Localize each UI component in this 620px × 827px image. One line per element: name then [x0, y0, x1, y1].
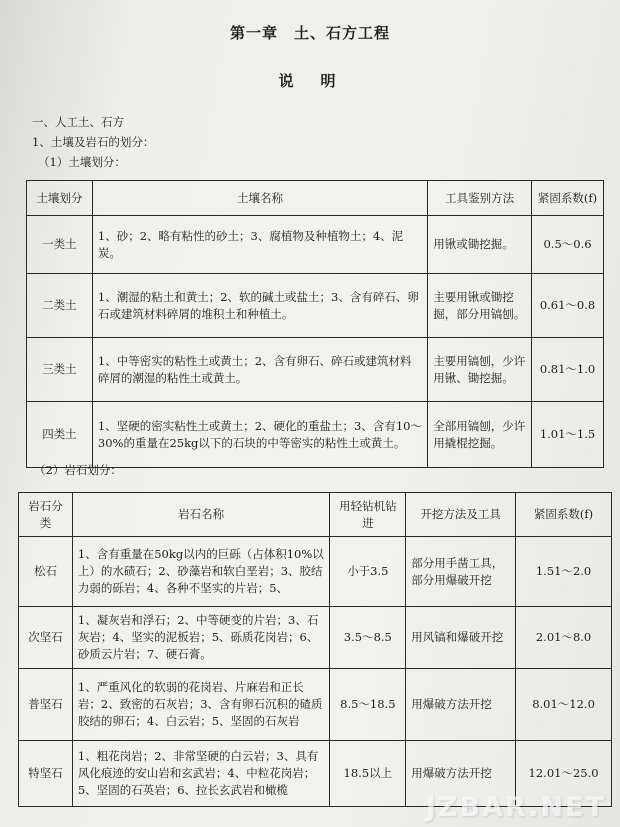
table-row — [27, 338, 604, 402]
table-row — [27, 402, 604, 468]
rock-drill: 小于3.5 — [330, 537, 406, 607]
soil-name: 1、砂；2、略有粘性的砂土；3、腐植物及种植物土；4、泥炭。 — [92, 216, 427, 274]
rock-name: 1、凝灰岩和浮石；2、中等硬变的片岩；3、石灰岩；4、坚实的泥板岩；5、砾质花岗岩；6、砂质云片岩；7、硬石膏。 — [72, 607, 329, 669]
rock-class: 松石 — [19, 537, 73, 607]
rock-drill: 8.5～18.5 — [330, 669, 406, 741]
table-header-row — [27, 181, 604, 216]
soil-class: 一类土 — [27, 216, 93, 274]
header-cell: 紧固系数(f) — [516, 493, 612, 537]
soil-class: 二类土 — [27, 274, 93, 338]
rock-name: 1、严重风化的软弱的花岗岩、片麻岩和正长岩；2、致密的石灰岩；3、含有卵石沉积的碴质胶结的卵石；4、白云岩；5、坚固的石灰岩 — [72, 669, 329, 741]
rock-drill: 3.5～8.5 — [330, 607, 406, 669]
header-cell: 土壤划分 — [27, 181, 93, 216]
rock-coef: 12.01～25.0 — [516, 741, 612, 807]
rock-name: 1、含有重量在50kg以内的巨砾（占体积10%以上）的水碛石；2、砂藻岩和软白垩岩；3、胶结力弱的砾岩；4、各种不坚实的片岩；5、 — [72, 537, 329, 607]
rock-method: 用爆破方法开挖 — [406, 741, 516, 807]
soil-name: 1、中等密实的粘性土或黄土；2、含有卵石、碎石或建筑材料碎屑的潮湿的粘性土或黄土。 — [92, 338, 427, 402]
rock-name: 1、粗花岗岩；2、非常坚硬的白云岩；3、具有风化痕迹的安山岩和玄武岩；4、中粒花岗岩；5、坚固的石英岩；6、拉长玄武岩和橄榄 — [72, 741, 329, 807]
rock-class: 普坚石 — [19, 669, 73, 741]
soil-table — [26, 180, 604, 468]
soil-coef: 0.81～1.0 — [532, 338, 604, 402]
rock-table — [18, 492, 612, 807]
header-cell: 岩石分类 — [19, 493, 73, 537]
soil-class: 四类土 — [27, 402, 93, 468]
soil-coef: 0.61～0.8 — [532, 274, 604, 338]
rock-coef: 2.01～8.0 — [516, 607, 612, 669]
header-cell: 工具鉴别方法 — [428, 181, 532, 216]
soil-class: 三类土 — [27, 338, 93, 402]
header-cell: 土壤名称 — [92, 181, 427, 216]
watermark-logo: JZBAR.NET — [425, 792, 606, 823]
soil-method: 主要用镐刨，少许用锹、锄挖掘。 — [428, 338, 532, 402]
rock-class: 次坚石 — [19, 607, 73, 669]
soil-method: 全部用镐刨，少许用撬棍挖掘。 — [428, 402, 532, 468]
rock-coef: 8.01～12.0 — [516, 669, 612, 741]
table-header-row — [19, 493, 612, 537]
header-cell: 紧固系数(f) — [532, 181, 604, 216]
soil-method: 用锹或锄挖掘。 — [428, 216, 532, 274]
table-row — [27, 274, 604, 338]
soil-coef: 1.01～1.5 — [532, 402, 604, 468]
rock-method: 用风镐和爆破开挖 — [406, 607, 516, 669]
rock-coef: 1.51～2.0 — [516, 537, 612, 607]
table-row — [19, 669, 612, 741]
item-heading: 1、土壤及岩石的划分： — [32, 135, 155, 149]
header-cell: 岩石名称 — [72, 493, 329, 537]
soil-name: 1、潮湿的粘土和黄土；2、软的碱土或盐土；3、含有碎石、卵石或建筑材料碎屑的堆积土和种植土。 — [92, 274, 427, 338]
rock-method: 用爆破方法开挖 — [406, 669, 516, 741]
section-subtitle: 说 明 — [278, 72, 342, 90]
table-row — [19, 537, 612, 607]
rock-method: 部分用手凿工具，部分用爆破开挖 — [406, 537, 516, 607]
header-cell: 用轻钻机钻进 — [330, 493, 406, 537]
rock-class: 特坚石 — [19, 741, 73, 807]
chapter-title: 第一章 土、石方工程 — [229, 24, 390, 42]
header-cell: 开挖方法及工具 — [406, 493, 516, 537]
rock-heading: （2）岩石划分： — [34, 463, 122, 477]
soil-coef: 0.5～0.6 — [532, 216, 604, 274]
table-row — [27, 216, 604, 274]
rock-drill: 18.5以上 — [330, 741, 406, 807]
soil-method: 主要用锹或锄挖掘，部分用镐刨。 — [428, 274, 532, 338]
soil-name: 1、坚硬的密实粘性土或黄土；2、硬化的重盐土；3、含有10～30%的重量在25kg以下的石块的中等密实的粘性土或黄土。 — [92, 402, 427, 468]
section-heading: 一、人工土、石方 — [32, 115, 124, 129]
table-row — [19, 607, 612, 669]
soil-heading: （1）土壤划分： — [38, 155, 126, 169]
